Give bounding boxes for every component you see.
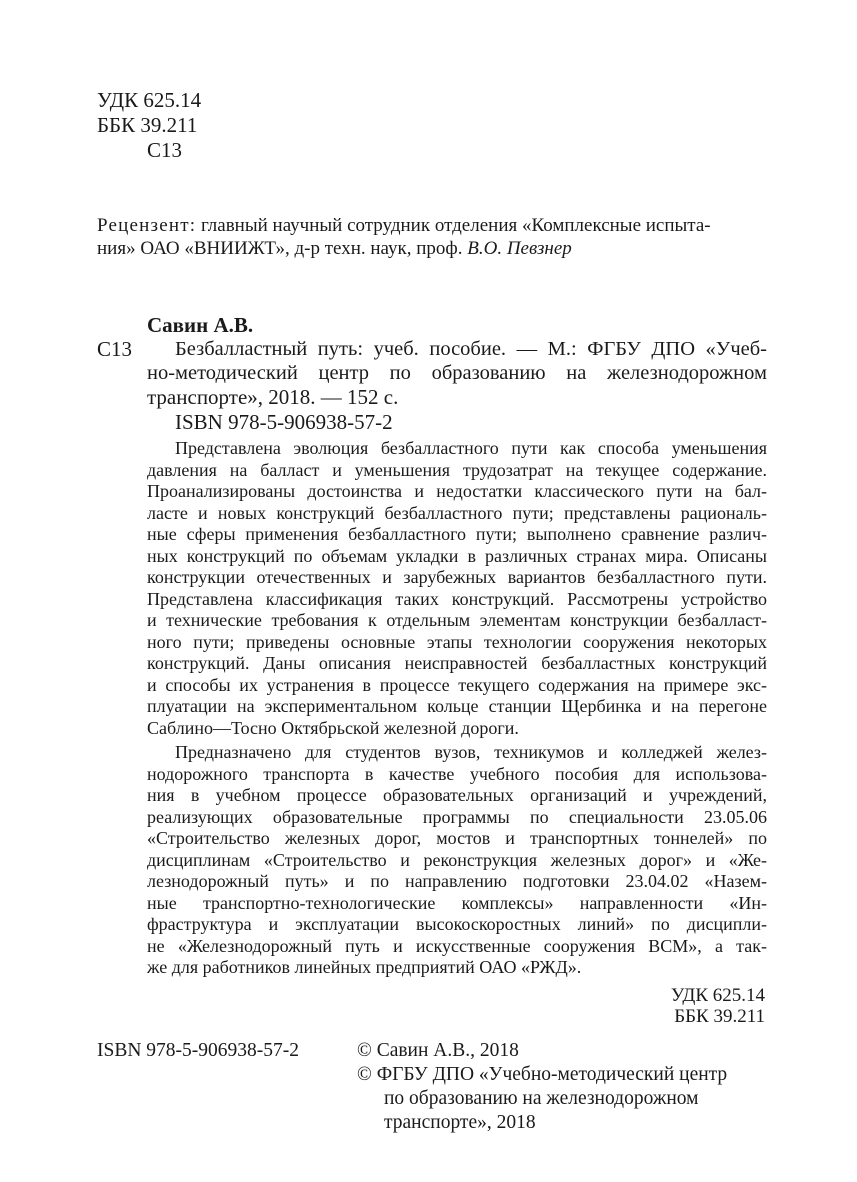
- bbk-code: ББК 39.211: [97, 113, 198, 137]
- abstract-line: Представлена эволюция безбалластного пути как способа уменьшения: [175, 438, 767, 458]
- copyright-publisher-year: транспорте», 2018: [384, 1112, 536, 1133]
- abstract-line: Проанализированы достоинства и недостатки классического пути на бал-: [147, 481, 767, 501]
- purpose-line: дисциплинам «Строительство и реконструкция железных дорог» и «Же-: [147, 849, 767, 870]
- purpose-line: Предназначено для студентов вузов, техникумов и колледжей желез-: [175, 742, 767, 762]
- abstract-line: конструкций. Даны описания неисправностей безбалластных конструкций: [147, 653, 767, 673]
- purpose-line: лезнодорожный путь» и по направлению подготовки 23.04.02 «Назем-: [147, 871, 767, 891]
- reviewer-line-2: [97, 238, 572, 260]
- reviewer-text-2: ния» ОАО «ВНИИЖТ», д-р техн. наук, проф.: [97, 238, 463, 259]
- abstract-line: Саблино—Тосно Октябрьской железной дороги.: [147, 717, 519, 738]
- bib-author: Савин А.В.: [147, 313, 254, 337]
- purpose-line: ния в учебном процессе образовательных организаций и учреждений,: [147, 785, 767, 805]
- author-mark: С13: [147, 138, 183, 162]
- purpose-line: же для работников линейных предприятий ОАО «РЖД».: [147, 957, 582, 977]
- reviewer-label: Рецензент:: [97, 215, 197, 236]
- purpose-line: ные транспортно-технологические комплексы» направленности «Ин-: [147, 892, 767, 913]
- purpose-line: реализующих образовательные программы по специальности 23.05.06: [147, 806, 767, 827]
- abstract-line: и способы их устранения в процессе текущего содержания на примере экс-: [147, 674, 767, 695]
- copyright-publisher: © ФГБУ ДПО «Учебно-методический центр: [357, 1064, 728, 1085]
- reviewer-text-1: главный научный сотрудник отделения «Комплексные испыта-: [200, 215, 711, 236]
- footer-isbn: ISBN 978-5-906938-57-2: [97, 1040, 300, 1061]
- footer-bbk: ББК 39.211: [674, 1006, 765, 1027]
- udk-code: УДК 625.14: [97, 88, 202, 112]
- abstract-line: давления на балласт и уменьшения трудозатрат на текущее содержание.: [147, 459, 767, 480]
- abstract-line: Представлена классификация таких конструкций. Рассмотрены устройство: [147, 588, 767, 609]
- purpose-line: фраструктура и эксплуатации высокоскоростных линий» по дисципли-: [147, 914, 767, 934]
- abstract-line: ных конструкций по объемам укладки в различных странах мира. Описаны: [147, 545, 767, 566]
- bib-title-line: транспорте», 2018. — 152 с.: [147, 385, 399, 409]
- abstract-line: плуатации на экспериментальном кольце станции Щербинка и на перегоне: [147, 696, 767, 716]
- abstract-line: ласте и новых конструкций безбалластного пути; представлены рациональ-: [147, 502, 767, 523]
- reviewer-line-1: [97, 215, 762, 237]
- abstract-line: ного пути; приведены основные этапы технологии сооружения некоторых: [147, 631, 767, 652]
- purpose-line: «Строительство железных дорог, мостов и транспортных тоннелей» по: [147, 828, 767, 848]
- purpose-line: не «Железнодорожный путь и искусственные сооружения ВСМ», а так-: [147, 935, 767, 956]
- bib-isbn: ISBN 978-5-906938-57-2: [175, 410, 393, 434]
- copyright-author: © Савин А.В., 2018: [357, 1040, 519, 1061]
- abstract-line: конструкции отечественных и зарубежных вариантов безбалластного пути.: [147, 567, 767, 587]
- bib-title-line: Безбалластный путь: учеб. пособие. — М.: ФГБУ ДПО «Учеб-: [175, 338, 767, 360]
- abstract-line: ные сферы применения безбалластного пути; выполнено сравнение различ-: [147, 524, 767, 544]
- copyright-publisher-cont: по образованию на железнодорожном: [384, 1088, 699, 1109]
- bib-title-line: но-методический центр по образованию на железнодорожном: [147, 362, 767, 384]
- reviewer-name: В.О. Певзнер: [467, 238, 572, 259]
- purpose-line: нодорожного транспорта в качестве учебного пособия для использова-: [147, 763, 767, 784]
- footer-udk: УДК 625.14: [670, 985, 765, 1006]
- bib-mark: С13: [97, 337, 133, 361]
- abstract-line: и технические требования к отдельным элементам конструкции безбаллаcт-: [147, 610, 767, 630]
